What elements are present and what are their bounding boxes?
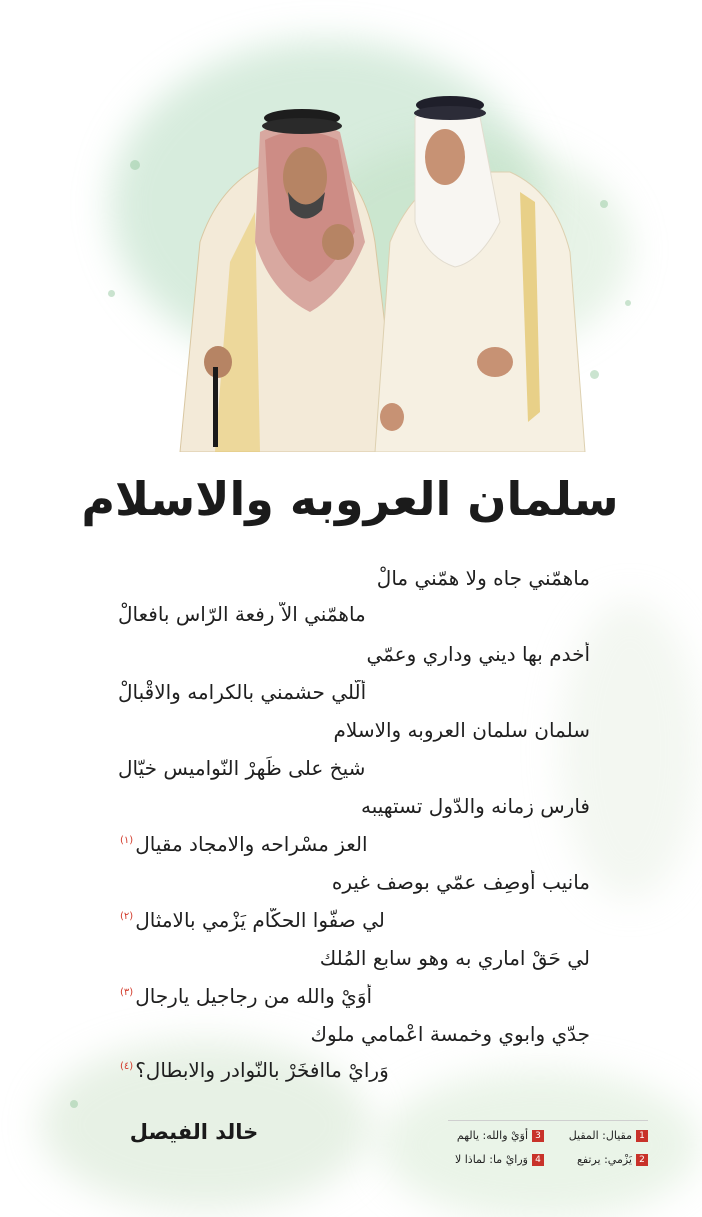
page-title: سلمان العروبه والاسلام xyxy=(81,472,619,526)
poem-line: أخدم بها ديني وداري وعمّي xyxy=(366,642,590,666)
poem-line: ماهمّني الاّ رفعة الرّاس بافعالْ xyxy=(118,602,366,626)
glossary-item xyxy=(569,1129,648,1142)
footnote-mark: (٣) xyxy=(120,987,134,999)
poem-line-text: وَرايْ ماافخَرْ بالنّوادر والابطال؟ xyxy=(135,1058,389,1082)
poem-line xyxy=(118,984,598,1008)
footnote-mark: (٢) xyxy=(120,911,134,923)
glossary-number: 3 xyxy=(532,1130,544,1142)
poem-line-text: أوَيْ والله من رجاجيل يارجال xyxy=(135,984,373,1008)
poem-line xyxy=(118,1058,598,1082)
poem-line-text: لي صفّوا الحكّام يَزْمي بالامثال xyxy=(135,908,385,932)
glossary-text: وَرايْ ما: لماذا لا xyxy=(454,1153,528,1166)
poem-line: فارس زمانه والدّول تستهيبه xyxy=(360,794,590,818)
glossary-number: 1 xyxy=(636,1130,648,1142)
glossary-text: يَزْمي: يرتفع xyxy=(576,1153,632,1166)
glossary-number: 4 xyxy=(532,1154,544,1166)
glossary-item xyxy=(577,1153,648,1166)
glossary-text: أوَيْ والله: يالهم xyxy=(456,1129,528,1142)
glossary-item xyxy=(455,1153,544,1166)
poem-line xyxy=(118,832,598,856)
poem-line: جدّي وابوي وخمسة اعْمامي ملوك xyxy=(310,1022,590,1046)
footnote-mark: (٤) xyxy=(120,1061,134,1073)
glossary-box xyxy=(448,1120,648,1177)
poem-line: ماهمّني جاه ولا همّني مالْ xyxy=(376,566,590,590)
poem-line: ألّلي حشمني بالكرامه والاقْبالْ xyxy=(118,680,367,704)
poem-line: لي حَقْ اماري به وهو سابع المُلك xyxy=(319,946,590,970)
poem-line xyxy=(118,908,598,932)
poet-signature: خالد الفيصل xyxy=(129,1120,259,1144)
poem-line: سلمان سلمان العروبه والاسلام xyxy=(333,718,590,742)
glossary-text: مقيال: المقيل xyxy=(568,1129,632,1142)
glossary-item xyxy=(457,1129,544,1142)
poem-line: شيخ على ظَهرْ النّواميس خيّال xyxy=(118,756,366,780)
poem-line: مانيب أوصِف عمّي بوصف غيره xyxy=(331,870,590,894)
footnote-mark: (١) xyxy=(120,835,134,847)
glossary-number: 2 xyxy=(636,1154,648,1166)
poem-line-text: العز مسْراحه والامجاد مقيال xyxy=(135,832,368,856)
